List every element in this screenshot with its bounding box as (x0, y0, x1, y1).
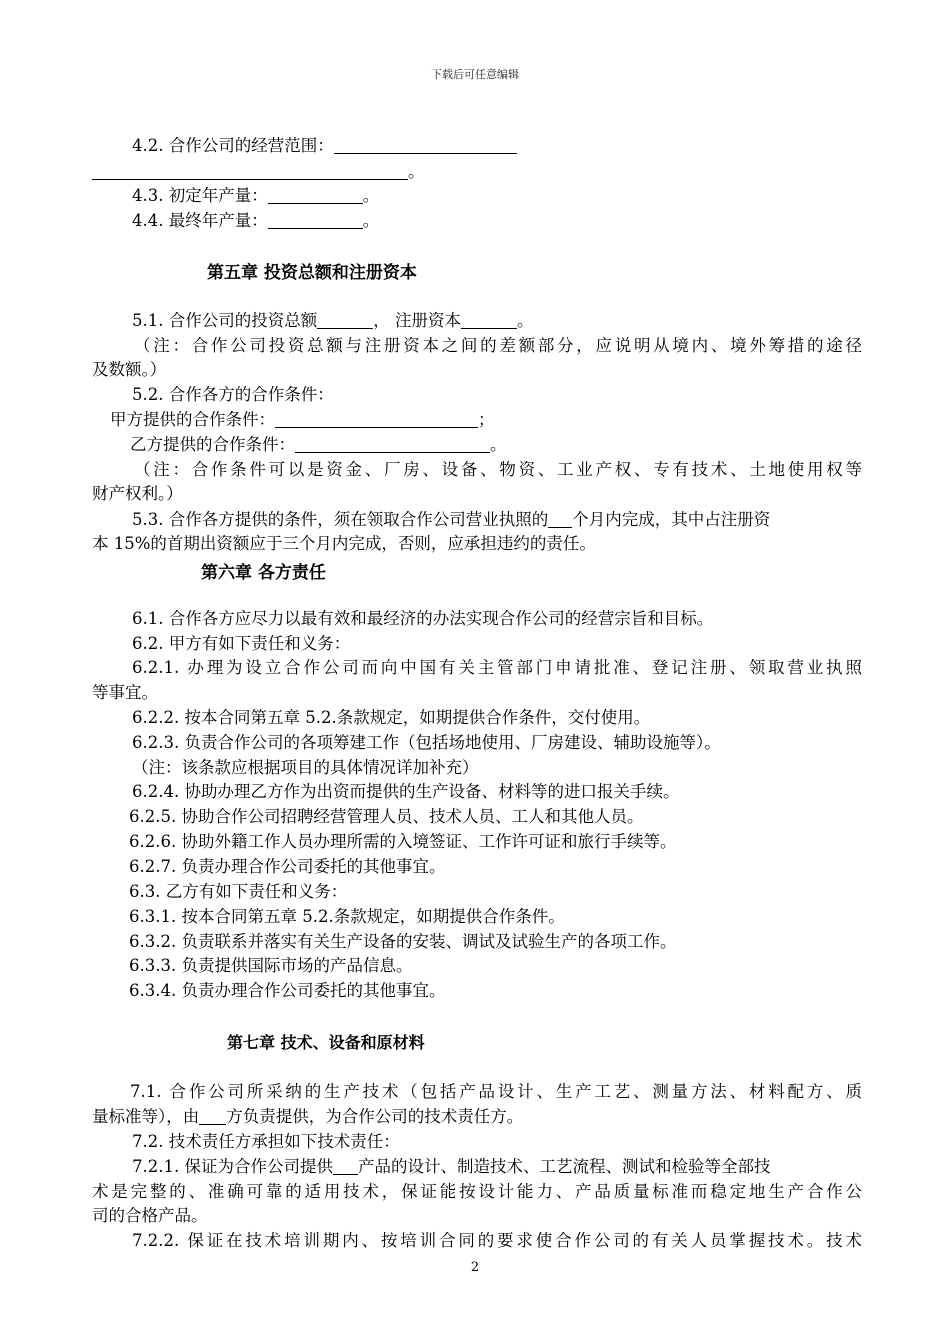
blank-business-scope[interactable] (334, 135, 517, 154)
clause-5-2: 5.2. 合作各方的合作条件： (132, 385, 334, 404)
chapter-6-title: 第六章 各方责任 (201, 563, 326, 583)
clause-6-2-1: 6.2.1. 办理为设立合作公司而向中国有关主管部门申请批准、登记注册、领取营业执照 (132, 658, 862, 677)
clause-6-2-7: 6.2.7. 负责办理合作公司委托的其他事宜。 (129, 857, 446, 876)
clause-7-2-1-end: 司的合格产品。 (92, 1206, 208, 1225)
page-header-note: 下载后可任意编辑 (431, 68, 519, 81)
clause-4-2-cont: 。 (92, 160, 862, 184)
chapter-7-title: 第七章 技术、设备和原材料 (227, 1033, 425, 1052)
clause-6-2-1-cont: 等事宜。 (92, 683, 158, 702)
page-number: 2 (470, 1260, 480, 1275)
blank-product[interactable] (333, 1156, 358, 1175)
clause-6-2-6: 6.2.6. 协助外籍工作人员办理所需的入境签证、工作许可证和旅行手续等。 (129, 832, 677, 851)
blank-initial-output[interactable] (268, 185, 363, 204)
note-6-2-3: （注：该条款应根据项目的具体情况详加补充） (132, 758, 479, 777)
clause-7-2-2: 7.2.2. 保证在技术培训期内、按培训合同的要求使合作公司的有关人员掌握技术。技术 (132, 1231, 862, 1250)
clause-6-2: 6.2. 甲方有如下责任和义务： (132, 634, 351, 653)
blank-business-scope-cont[interactable] (92, 161, 408, 180)
clause-5-3: 5.3. 合作各方提供的条件，须在领取合作公司营业执照的 个月内完成，其中占注册资 (132, 510, 771, 529)
blank-responsible-party[interactable] (199, 1106, 226, 1125)
blank-final-output[interactable] (268, 210, 363, 229)
clause-6-3-2: 6.3.2. 负责联系并落实有关生产设备的安装、调试及试验生产的各项工作。 (129, 932, 677, 951)
clause-6-2-4: 6.2.4. 协助办理乙方作为出资而提供的生产设备、材料等的进口报关手续。 (132, 782, 680, 801)
clause-6-3-4: 6.3.4. 负责办理合作公司委托的其他事宜。 (129, 981, 446, 1000)
clause-5-3-cont: 本 15%的首期出资额应于三个月内完成，否则，应承担违约的责任。 (92, 534, 596, 553)
party-b-conditions: 乙方提供的合作条件： 。 (130, 435, 507, 454)
blank-months[interactable] (548, 509, 572, 528)
clause-7-2-1: 7.2.1. 保证为合作公司提供 产品的设计、制造技术、工艺流程、测试和检验等全部技 (132, 1157, 771, 1176)
blank-party-a-conditions[interactable] (275, 409, 478, 428)
clause-5-1: 5.1. 合作公司的投资总额 ， 注册资本 。 (132, 311, 534, 330)
clause-4-2: 4.2. 合作公司的经营范围： (92, 134, 862, 158)
clause-6-2-2: 6.2.2. 按本合同第五章 5.2.条款规定，如期提供合作条件，交付使用。 (132, 708, 651, 727)
clause-6-3-3: 6.3.3. 负责提供国际市场的产品信息。 (129, 956, 413, 975)
party-a-conditions: 甲方提供的合作条件： ； (110, 410, 495, 429)
note-5-1-line1: （注：合作公司投资总额与注册资本之间的差额部分，应说明从境内、境外筹措的途径 (134, 336, 862, 355)
clause-6-2-3: 6.2.3. 负责合作公司的各项筹建工作（包括场地使用、厂房建设、辅助设施等）。 (132, 733, 721, 752)
clause-4-3: 4.3. 初定年产量： 。 (132, 186, 380, 205)
clause-6-3: 6.3. 乙方有如下责任和义务： (129, 882, 348, 901)
clause-6-3-1: 6.3.1. 按本合同第五章 5.2.条款规定，如期提供合作条件。 (129, 907, 565, 926)
blank-registered-capital[interactable] (461, 310, 517, 329)
clause-7-2: 7.2. 技术责任方承担如下技术责任： (132, 1132, 400, 1151)
clause-6-2-5: 6.2.5. 协助合作公司招聘经营管理人员、技术人员、工人和其他人员。 (129, 807, 644, 826)
note-5-2-line1: （注：合作条件可以是资金、厂房、设备、物资、工业产权、专有技术、土地使用权等 (134, 460, 862, 479)
note-5-1-line2: 及数额。） (92, 360, 167, 379)
blank-total-investment[interactable] (317, 310, 373, 329)
clause-7-1-cont: 量标准等），由 方负责提供，为合作公司的技术责任方。 (92, 1107, 524, 1126)
note-5-2-line2: 财产权利。） (92, 484, 183, 503)
blank-party-b-conditions[interactable] (295, 434, 490, 453)
clause-4-4: 4.4. 最终年产量： 。 (132, 211, 380, 230)
clause-7-1: 7.1. 合作公司所采纳的生产技术（包括产品设计、生产工艺、测量方法、材料配方、质 (130, 1082, 862, 1101)
chapter-5-title: 第五章 投资总额和注册资本 (207, 263, 417, 283)
clause-6-1: 6.1. 合作各方应尽力以最有效和最经济的办法实现合作公司的经营宗旨和目标。 (132, 609, 714, 628)
clause-7-2-1-cont: 术是完整的、准确可靠的适用技术，保证能按设计能力、产品质量标准而稳定地生产合作公 (92, 1182, 862, 1201)
